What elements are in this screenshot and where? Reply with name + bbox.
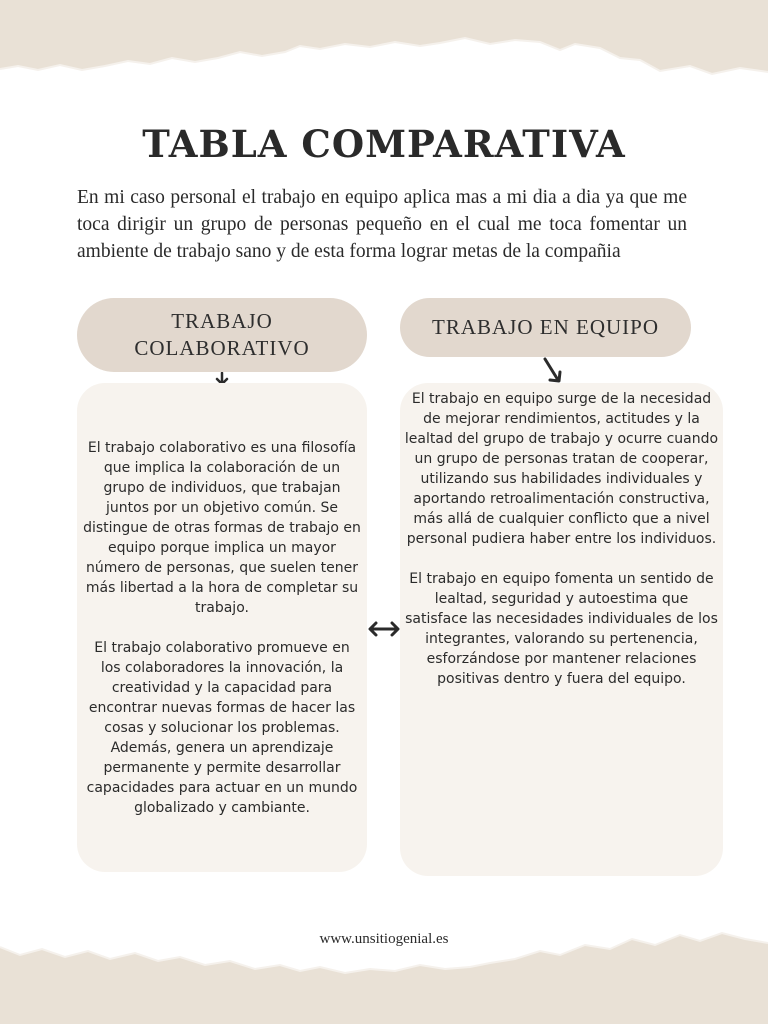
footer-website: www.unsitiogenial.es (319, 931, 449, 947)
down-right-arrow-icon (540, 356, 566, 386)
heading-equipo-label: TRABAJO EN EQUIPO (432, 315, 659, 339)
equipo-paragraph-2: El trabajo en equipo fomenta un sentido de lealtad, seguridad y autoestima que satisface las necesidades individuales de los integrantes, valorando su pertenencia, esforzándose por mantener relaciones positivas dentro y fuera del equipo. (405, 571, 718, 687)
double-arrow-icon (367, 620, 401, 638)
heading-pill-equipo (400, 298, 691, 357)
heading-pill-colaborativo (77, 298, 367, 372)
equipo-paragraph-1: El trabajo en equipo surge de la necesidad de mejorar rendimientos, actitudes y la lealtad del grupo de trabajo y ocurre cuando un grupo de personas tratan de cooperar, utilizando sus habilidades individuales y aportando retroalimentación constructiva, más allá de cualquier conflicto que a nivel personal pudiera haber entre los individuos. (404, 391, 719, 547)
colaborativo-paragraph-1: El trabajo colaborativo es una filosofía que implica la colaboración de un grupo de individuos, que trabajan juntos por un objetivo común. Se distingue de otras formas de trabajo en equipo porque implica un mayor número de personas, que suelen tener más libertad a la hora de completar su trabajo. (83, 439, 361, 616)
heading-colaborativo-label: TRABAJO COLABORATIVO (134, 309, 310, 360)
intro-paragraph: En mi caso personal el trabajo en equipo aplica mas a mi dia a dia ya que me toca dirigir un grupo de personas pequeño en el cual me toca fomentar un ambiente de trabajo sano y de esta forma lograr metas de la compañia (77, 187, 687, 262)
card-colaborativo (77, 383, 367, 872)
torn-paper-top (0, 0, 768, 80)
page-title: TABLA COMPARATIVA (142, 122, 626, 166)
colaborativo-paragraph-2: El trabajo colaborativo promueve en los colaboradores la innovación, la creatividad y la capacidad para encontrar nuevas formas de hacer las cosas y solucionar los problemas. Además, genera un aprendizaje permanente y permite desarrollar capacidades para actuar en un mundo globalizado y cambiante. (86, 639, 358, 816)
card-equipo (400, 383, 723, 876)
